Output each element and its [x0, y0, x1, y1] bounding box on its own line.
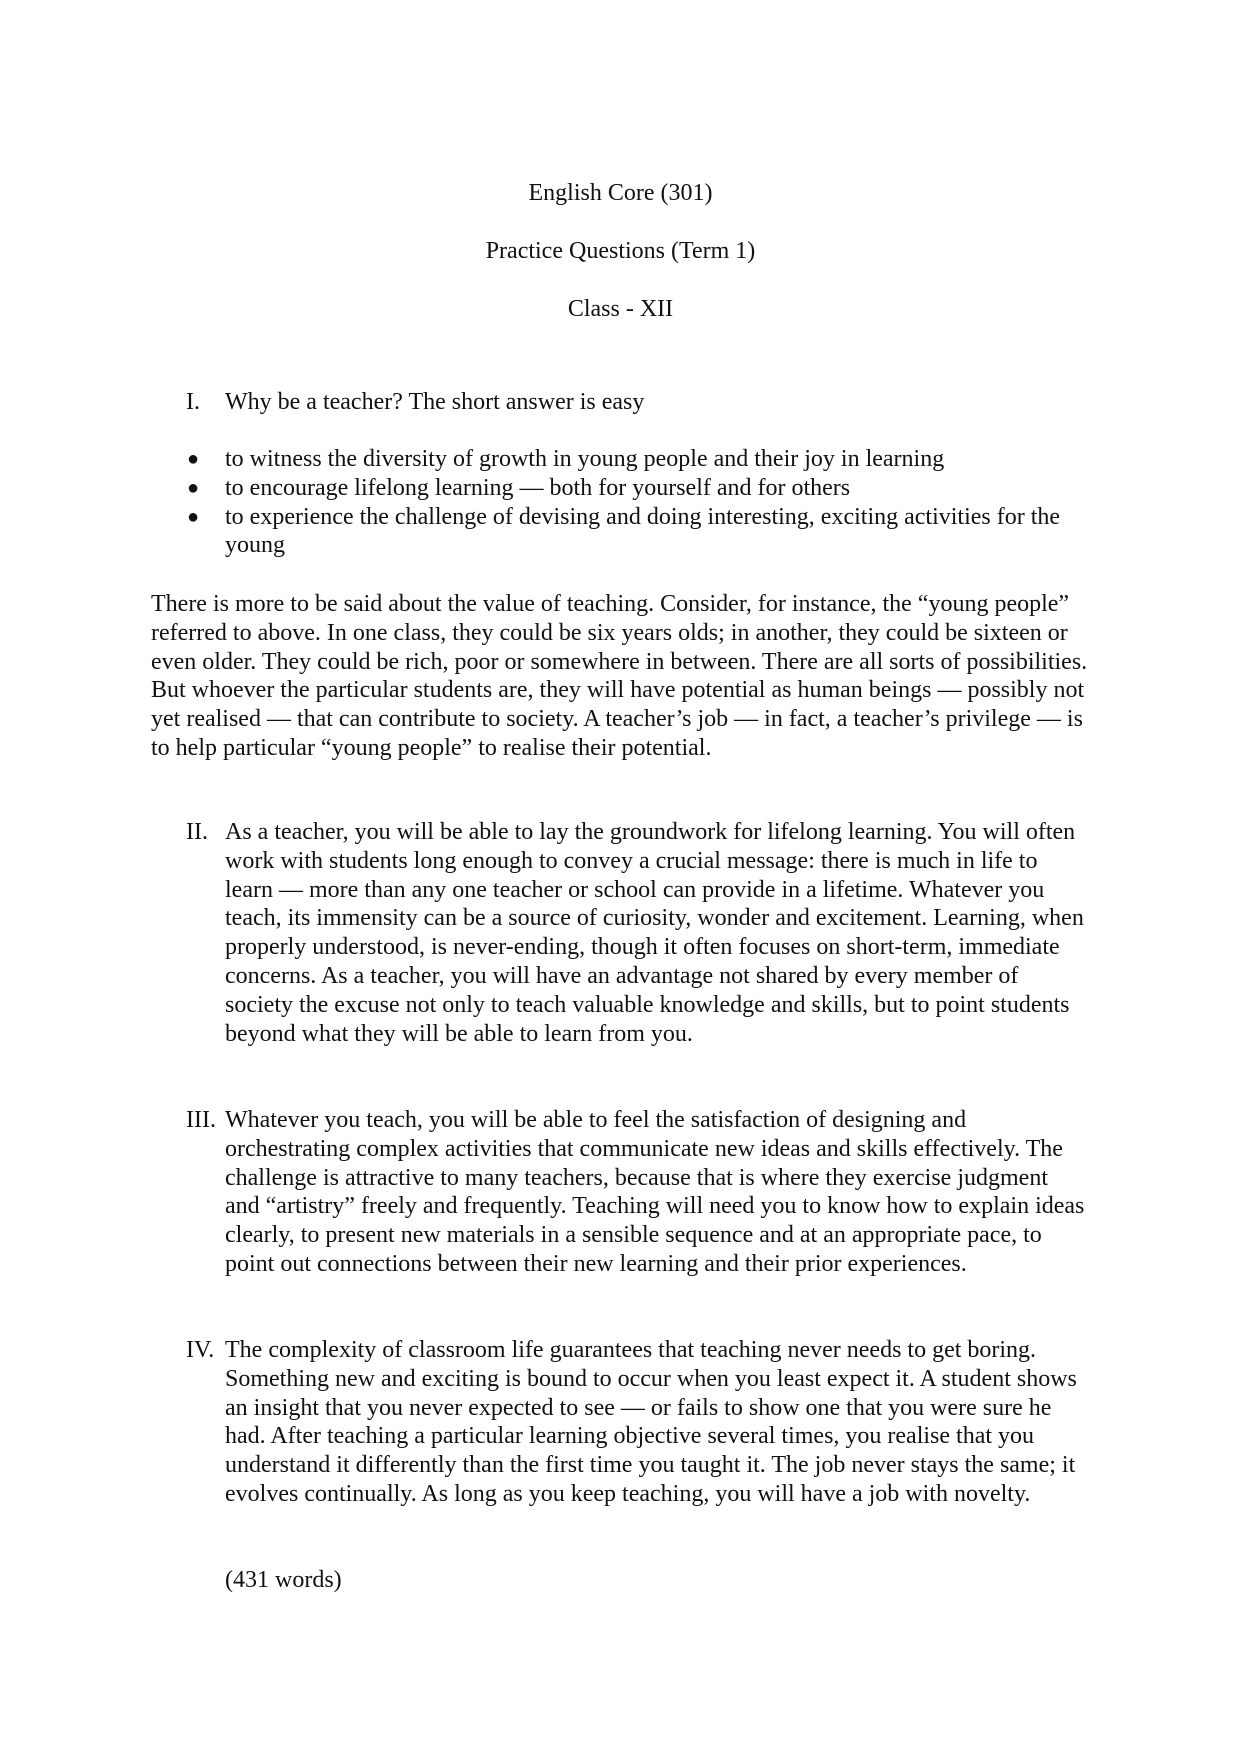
question-item-2 [186, 818, 1086, 1048]
question-item-4 [186, 1336, 1086, 1509]
list-item [186, 474, 1086, 503]
body-paragraph: There is more to be said about the value of teaching. Consider, for instance, the “young people” referred to above. In one class, they could be six years olds; in another, they could be sixteen or even older. They could be rich, poor or somewhere in between. There are all sorts of possibilities. But whoever the particular students are, they will have potential as human beings — possibly not yet realised — that can contribute to society. A teacher’s job — in fact, a teacher’s privilege — is to help particular “young people” to realise their potential. [151, 591, 1088, 761]
question-item-1 [186, 388, 1086, 417]
bullet-icon: ● [187, 448, 200, 470]
question-item-3 [186, 1106, 1086, 1279]
item-number: III. [186, 1107, 216, 1133]
document-subtitle: Practice Questions (Term 1) [485, 238, 756, 264]
list-item [186, 445, 1086, 474]
item-number: II. [186, 819, 208, 845]
bullet-text: to experience the challenge of devising and doing interesting, exciting activities for the young [225, 503, 1061, 559]
item-number: I. [186, 389, 200, 415]
item-number: IV. [186, 1337, 215, 1363]
document-title: English Core (301) [528, 180, 713, 206]
bullet-icon: ● [187, 476, 200, 499]
item-text: The complexity of classroom life guarantees that teaching never needs to get boring. Something new and exciting is bound to occur when you least expect it. A student shows an insight that you never expected to see — or fails to show one that you were sure he had. After teaching a particular learning objective several times, you realise that you understand it differently than the first time you taught it. The job never stays the same; it evolves continually. As long as you keep teaching, you will have a job with novelty. [225, 1337, 1077, 1507]
bullet-text: to encourage lifelong learning — both for yourself and for others [225, 474, 851, 501]
item-text: Why be a teacher? The short answer is easy [225, 389, 645, 415]
word-count: (431 words) [225, 1567, 342, 1593]
bullet-text: to witness the diversity of growth in young people and their joy in learning [225, 446, 945, 472]
list-item [186, 503, 1086, 561]
bullet-list [186, 445, 1086, 560]
bullet-icon: ● [187, 505, 200, 528]
item-text: Whatever you teach, you will be able to feel the satisfaction of designing and orchestrating complex activities that communicate new ideas and skills effectively. The challenge is attractive to many teachers, because that is where they exercise judgment and “artistry” freely and frequently. Teaching will need you to know how to explain ideas clearly, to present new materials in a sensible sequence and at an appropriate pace, to point out connections between their new learning and their prior experiences. [225, 1107, 1085, 1277]
item-text: As a teacher, you will be able to lay the groundwork for lifelong learning. You will often work with students long enough to convey a crucial message: there is much in life to learn — more than any one teacher or school can provide in a lifetime. Whatever you teach, its immensity can be a source of curiosity, wonder and excitement. Learning, when properly understood, is never-ending, though it often focuses on short-term, immediate concerns. As a teacher, you will have an advantage not shared by every member of society the excuse not only to teach valuable knowledge and skills, but to point students beyond what they will be able to learn from you. [225, 819, 1084, 1047]
class-label: Class - XII [567, 296, 674, 322]
